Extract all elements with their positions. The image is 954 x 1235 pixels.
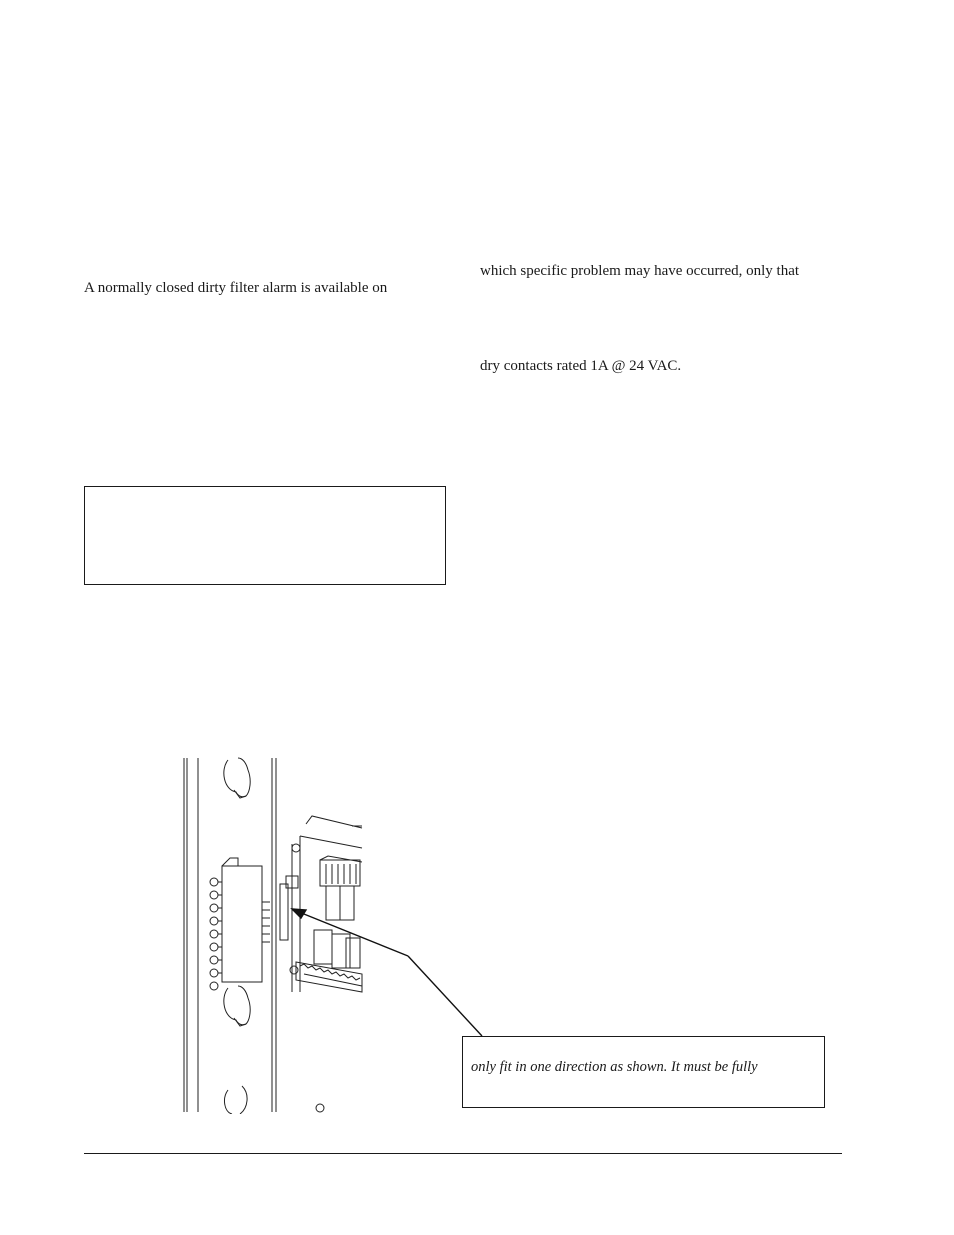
right-paragraph-line-1: which specific problem may have occurred, only that bbox=[480, 263, 800, 279]
left-paragraph-line: A normally closed dirty filter alarm is available on bbox=[84, 280, 388, 296]
footer-rule bbox=[84, 1153, 842, 1154]
right-paragraph-line-2: dry contacts rated 1A @ 24 VAC. bbox=[480, 358, 682, 374]
note-box bbox=[84, 486, 446, 585]
callout-text: only fit in one direction as shown. It must be fully bbox=[471, 1059, 758, 1075]
callout-leader-arrow bbox=[280, 900, 500, 1045]
